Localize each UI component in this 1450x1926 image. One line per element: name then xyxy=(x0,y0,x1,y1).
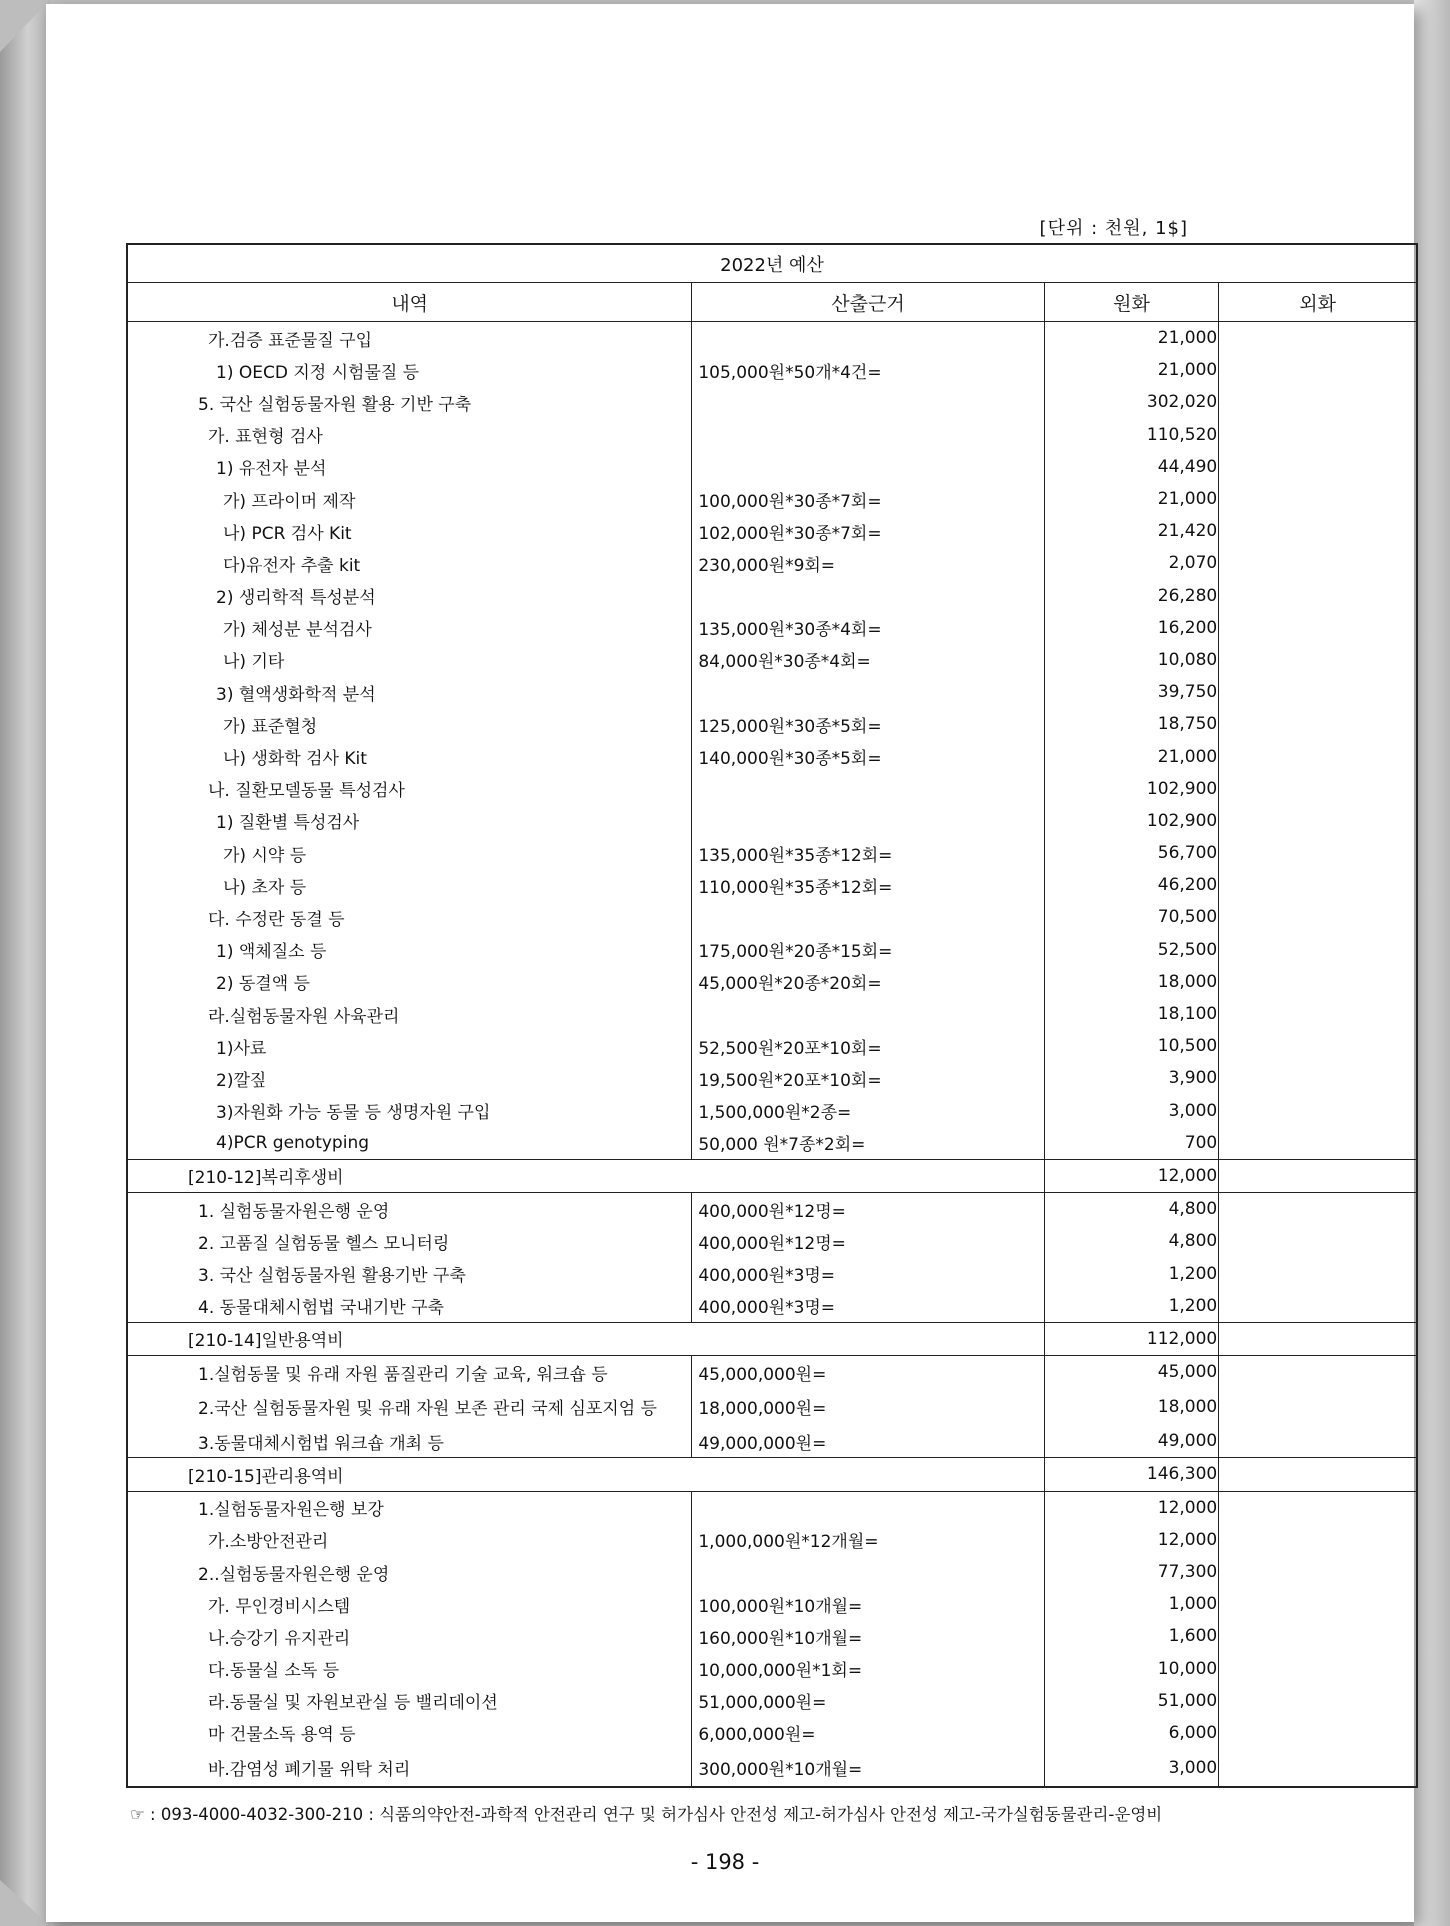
row-won: 49,000 xyxy=(1044,1425,1219,1458)
row-won: 21,420 xyxy=(1044,515,1219,547)
row-won: 102,900 xyxy=(1044,773,1219,805)
table-row xyxy=(127,1620,1417,1652)
row-foreign xyxy=(1219,1685,1417,1717)
row-foreign xyxy=(1219,580,1417,612)
row-foreign xyxy=(1219,1159,1417,1192)
row-foreign xyxy=(1219,934,1417,966)
row-basis: 400,000원*12명= xyxy=(692,1225,1044,1257)
row-desc: [210-12]복리후생비 xyxy=(127,1159,1044,1192)
section-row xyxy=(127,1322,1417,1355)
table-header-row xyxy=(127,283,1417,322)
row-desc: 가) 프라이머 제작 xyxy=(223,491,356,512)
table-row xyxy=(127,869,1417,901)
row-won: 12,000 xyxy=(1044,1524,1219,1556)
table-row xyxy=(127,1225,1417,1257)
row-won: 10,080 xyxy=(1044,644,1219,676)
row-desc: 나) PCR 검사 Kit xyxy=(223,523,352,544)
table-row xyxy=(127,1193,1417,1226)
table-row xyxy=(127,386,1417,418)
table-row xyxy=(127,644,1417,676)
row-won: 51,000 xyxy=(1044,1685,1219,1717)
row-won: 302,020 xyxy=(1044,386,1219,418)
row-foreign xyxy=(1219,773,1417,805)
table-row xyxy=(127,1257,1417,1289)
row-won: 6,000 xyxy=(1044,1717,1219,1749)
row-desc: 가) 체성분 분석검사 xyxy=(223,620,372,641)
row-desc: 2)깔짚 xyxy=(216,1070,267,1091)
row-won: 46,200 xyxy=(1044,869,1219,901)
row-basis: 19,500원*20포*10회= xyxy=(692,1062,1044,1094)
row-basis xyxy=(692,580,1044,612)
row-foreign xyxy=(1219,354,1417,386)
row-desc: 가.검증 표준물질 구입 xyxy=(208,330,373,351)
table-row xyxy=(127,483,1417,515)
row-won: 12,000 xyxy=(1044,1491,1219,1524)
row-desc: 1. 실험동물자원은행 운영 xyxy=(127,1193,692,1226)
table-row xyxy=(127,1425,1417,1458)
row-desc: 라.실험동물자원 사육관리 xyxy=(208,1006,400,1027)
row-foreign xyxy=(1219,1095,1417,1127)
row-desc: 3.동물대체시험법 워크숍 개최 등 xyxy=(198,1433,444,1454)
row-desc: [210-15]관리용역비 xyxy=(127,1458,1044,1491)
row-desc: 바.감염성 폐기물 위탁 처리 xyxy=(208,1760,411,1781)
row-won: 3,900 xyxy=(1044,1062,1219,1094)
row-won: 52,500 xyxy=(1044,934,1219,966)
row-won: 3,000 xyxy=(1044,1749,1219,1787)
row-basis: 125,000원*30종*5회= xyxy=(692,708,1044,740)
row-won: 16,200 xyxy=(1044,612,1219,644)
row-foreign xyxy=(1219,708,1417,740)
row-basis: 400,000원*12명= xyxy=(692,1193,1044,1226)
row-foreign xyxy=(1219,1458,1417,1491)
page-edge-shadow xyxy=(1414,0,1450,1926)
budget-table xyxy=(126,243,1418,1788)
row-foreign xyxy=(1219,1556,1417,1588)
row-desc: 2) 생리학적 특성분석 xyxy=(216,588,376,609)
row-foreign xyxy=(1219,1388,1417,1425)
header-desc: 내역 xyxy=(127,283,692,322)
table-title-row xyxy=(127,244,1417,283)
row-foreign xyxy=(1219,451,1417,483)
table-row xyxy=(127,805,1417,837)
row-foreign xyxy=(1219,1290,1417,1323)
row-foreign xyxy=(1219,966,1417,998)
table-row xyxy=(127,1062,1417,1094)
table-row xyxy=(127,708,1417,740)
row-foreign xyxy=(1219,1425,1417,1458)
row-won: 39,750 xyxy=(1044,676,1219,708)
row-won: 1,600 xyxy=(1044,1620,1219,1652)
row-desc: 2) 동결액 등 xyxy=(216,974,310,995)
row-basis: 45,000원*20종*20회= xyxy=(692,966,1044,998)
row-basis: 230,000원*9회= xyxy=(692,547,1044,579)
row-foreign xyxy=(1219,1356,1417,1389)
row-foreign xyxy=(1219,740,1417,772)
row-won: 10,000 xyxy=(1044,1653,1219,1685)
row-basis: 300,000원*10개월= xyxy=(692,1749,1044,1787)
row-basis: 110,000원*35종*12회= xyxy=(692,869,1044,901)
row-won: 102,900 xyxy=(1044,805,1219,837)
row-basis xyxy=(692,1556,1044,1588)
row-won: 44,490 xyxy=(1044,451,1219,483)
page-spine xyxy=(0,0,50,1926)
row-basis xyxy=(692,901,1044,933)
table-row xyxy=(127,1030,1417,1062)
row-desc: 3)자원화 가능 동물 등 생명자원 구입 xyxy=(216,1103,491,1124)
row-basis xyxy=(692,1491,1044,1524)
row-foreign xyxy=(1219,1491,1417,1524)
row-won: 4,800 xyxy=(1044,1193,1219,1226)
table-row xyxy=(127,547,1417,579)
table-row xyxy=(127,998,1417,1030)
row-foreign xyxy=(1219,1257,1417,1289)
table-row xyxy=(127,1127,1417,1160)
row-won: 112,000 xyxy=(1044,1322,1219,1355)
row-foreign xyxy=(1219,483,1417,515)
row-foreign xyxy=(1219,1225,1417,1257)
row-foreign xyxy=(1219,1322,1417,1355)
row-desc: 가.소방안전관리 xyxy=(208,1532,329,1553)
row-foreign xyxy=(1219,644,1417,676)
row-desc: 나. 질환모델동물 특성검사 xyxy=(208,781,405,802)
row-foreign xyxy=(1219,1588,1417,1620)
table-row xyxy=(127,1524,1417,1556)
table-row xyxy=(127,740,1417,772)
row-desc: 다.동물실 소독 등 xyxy=(208,1661,340,1682)
row-basis xyxy=(692,451,1044,483)
row-basis: 100,000원*10개월= xyxy=(692,1588,1044,1620)
row-won: 18,000 xyxy=(1044,966,1219,998)
row-foreign xyxy=(1219,837,1417,869)
table-row xyxy=(127,1685,1417,1717)
row-foreign xyxy=(1219,386,1417,418)
table-row xyxy=(127,1356,1417,1389)
row-foreign xyxy=(1219,1127,1417,1160)
row-foreign xyxy=(1219,1620,1417,1652)
row-basis: 400,000원*3명= xyxy=(692,1257,1044,1289)
row-won: 21,000 xyxy=(1044,322,1219,355)
row-won: 18,000 xyxy=(1044,1388,1219,1425)
row-won: 146,300 xyxy=(1044,1458,1219,1491)
row-basis: 175,000원*20종*15회= xyxy=(692,934,1044,966)
row-won: 21,000 xyxy=(1044,483,1219,515)
row-foreign xyxy=(1219,1193,1417,1226)
row-won: 1,200 xyxy=(1044,1257,1219,1289)
table-row xyxy=(127,354,1417,386)
row-desc: 1.실험동물자원은행 보강 xyxy=(127,1491,692,1524)
footnote: ☞ : 093-4000-4032-300-210 : 식품의약안전-과학적 안전관리 연구 및 허가심사 안전성 제고-허가심사 안전성 제고-국가실험동물관리-운영비 xyxy=(130,1805,1163,1824)
row-won: 18,750 xyxy=(1044,708,1219,740)
row-basis: 160,000원*10개월= xyxy=(692,1620,1044,1652)
row-foreign xyxy=(1219,1717,1417,1749)
table-row xyxy=(127,1717,1417,1749)
table-row xyxy=(127,934,1417,966)
table-row xyxy=(127,1653,1417,1685)
row-foreign xyxy=(1219,901,1417,933)
table-body xyxy=(127,322,1417,1788)
row-basis: 100,000원*30종*7회= xyxy=(692,483,1044,515)
row-basis xyxy=(692,676,1044,708)
row-basis: 50,000 원*7종*2회= xyxy=(692,1127,1044,1160)
table-row xyxy=(127,419,1417,451)
row-basis: 18,000,000원= xyxy=(692,1388,1044,1425)
table-row xyxy=(127,837,1417,869)
row-foreign xyxy=(1219,547,1417,579)
table-row xyxy=(127,1290,1417,1323)
table-row xyxy=(127,580,1417,612)
row-won: 45,000 xyxy=(1044,1356,1219,1389)
row-desc: 3. 국산 실험동물자원 활용기반 구축 xyxy=(198,1266,466,1287)
row-desc: [210-14]일반용역비 xyxy=(127,1322,1044,1355)
row-won: 18,100 xyxy=(1044,998,1219,1030)
row-desc: 1.실험동물 및 유래 자원 품질관리 기술 교육, 워크숍 등 xyxy=(127,1356,692,1389)
row-desc: 가. 표현형 검사 xyxy=(208,427,323,448)
row-basis: 51,000,000원= xyxy=(692,1685,1044,1717)
table-row xyxy=(127,773,1417,805)
table-row xyxy=(127,322,1417,355)
row-desc: 마 건물소독 용역 등 xyxy=(208,1725,356,1746)
row-basis: 10,000,000원*1회= xyxy=(692,1653,1044,1685)
row-desc: 1)사료 xyxy=(216,1038,267,1059)
row-basis xyxy=(692,322,1044,355)
row-basis: 105,000원*50개*4건= xyxy=(692,354,1044,386)
row-won: 26,280 xyxy=(1044,580,1219,612)
header-basis: 산출근거 xyxy=(692,283,1044,322)
row-basis: 102,000원*30종*7회= xyxy=(692,515,1044,547)
row-won: 21,000 xyxy=(1044,740,1219,772)
row-desc: 가) 시약 등 xyxy=(223,845,307,866)
table-row xyxy=(127,515,1417,547)
row-desc: 1) OECD 지정 시험물질 등 xyxy=(216,362,420,383)
row-basis: 1,500,000원*2종= xyxy=(692,1095,1044,1127)
header-won: 원화 xyxy=(1044,283,1219,322)
row-foreign xyxy=(1219,515,1417,547)
row-basis: 6,000,000원= xyxy=(692,1717,1044,1749)
row-basis: 52,500원*20포*10회= xyxy=(692,1030,1044,1062)
row-desc: 2.국산 실험동물자원 및 유래 자원 보존 관리 국제 심포지엄 등 xyxy=(198,1399,657,1420)
table-row xyxy=(127,1749,1417,1787)
row-desc: 5. 국산 실험동물자원 활용 기반 구축 xyxy=(198,394,472,415)
table-row xyxy=(127,901,1417,933)
table-row xyxy=(127,612,1417,644)
row-desc: 4)PCR genotyping xyxy=(216,1132,370,1153)
table-row xyxy=(127,1588,1417,1620)
table-row xyxy=(127,1388,1417,1425)
row-basis: 140,000원*30종*5회= xyxy=(692,740,1044,772)
row-won: 1,200 xyxy=(1044,1290,1219,1323)
row-won: 70,500 xyxy=(1044,901,1219,933)
table-row xyxy=(127,676,1417,708)
table-title: 2022년 예산 xyxy=(127,244,1417,283)
row-foreign xyxy=(1219,419,1417,451)
row-desc: 라.동물실 및 자원보관실 등 밸리데이션 xyxy=(208,1693,498,1714)
row-foreign xyxy=(1219,1062,1417,1094)
row-desc: 나.승강기 유지관리 xyxy=(208,1628,351,1649)
row-desc: 가. 무인경비시스템 xyxy=(208,1596,351,1617)
row-basis xyxy=(692,419,1044,451)
row-desc: 다. 수정란 동결 등 xyxy=(208,909,345,930)
row-basis xyxy=(692,998,1044,1030)
row-won: 77,300 xyxy=(1044,1556,1219,1588)
row-desc: 나) 기타 xyxy=(223,652,285,673)
row-foreign xyxy=(1219,612,1417,644)
row-desc: 1) 질환별 특성검사 xyxy=(216,813,360,834)
row-basis: 400,000원*3명= xyxy=(692,1290,1044,1323)
row-foreign xyxy=(1219,869,1417,901)
table-row xyxy=(127,1556,1417,1588)
header-foreign: 외화 xyxy=(1219,283,1417,322)
row-desc: 3) 혈액생화학적 분석 xyxy=(216,684,376,705)
row-won: 12,000 xyxy=(1044,1159,1219,1192)
row-desc: 가) 표준혈청 xyxy=(223,716,318,737)
row-desc: 2..실험동물자원은행 운영 xyxy=(198,1564,390,1585)
row-desc: 다)유전자 추출 kit xyxy=(223,555,361,576)
row-basis: 84,000원*30종*4회= xyxy=(692,644,1044,676)
page-number: - 198 - xyxy=(690,1850,760,1874)
row-won: 4,800 xyxy=(1044,1225,1219,1257)
row-won: 110,520 xyxy=(1044,419,1219,451)
row-desc: 나) 생화학 검사 Kit xyxy=(223,749,367,770)
row-desc: 1) 액체질소 등 xyxy=(216,942,327,963)
row-basis xyxy=(692,773,1044,805)
row-won: 700 xyxy=(1044,1127,1219,1160)
row-desc: 2. 고품질 실험동물 헬스 모니터링 xyxy=(198,1233,450,1254)
row-won: 3,000 xyxy=(1044,1095,1219,1127)
row-desc: 4. 동물대체시험법 국내기반 구축 xyxy=(198,1298,444,1319)
row-basis: 45,000,000원= xyxy=(692,1356,1044,1389)
row-foreign xyxy=(1219,322,1417,355)
row-won: 2,070 xyxy=(1044,547,1219,579)
section-row xyxy=(127,1458,1417,1491)
table-row xyxy=(127,966,1417,998)
row-won: 21,000 xyxy=(1044,354,1219,386)
table-row xyxy=(127,451,1417,483)
row-basis xyxy=(692,805,1044,837)
row-won: 56,700 xyxy=(1044,837,1219,869)
row-basis: 135,000원*35종*12회= xyxy=(692,837,1044,869)
row-foreign xyxy=(1219,805,1417,837)
row-basis xyxy=(692,386,1044,418)
section-row xyxy=(127,1159,1417,1192)
row-foreign xyxy=(1219,1030,1417,1062)
unit-label: [단위 : 천원, 1$] xyxy=(1039,218,1188,239)
row-desc: 나) 초자 등 xyxy=(223,877,307,898)
row-foreign xyxy=(1219,1524,1417,1556)
row-won: 10,500 xyxy=(1044,1030,1219,1062)
row-foreign xyxy=(1219,676,1417,708)
row-foreign xyxy=(1219,1749,1417,1787)
row-won: 1,000 xyxy=(1044,1588,1219,1620)
row-foreign xyxy=(1219,1653,1417,1685)
row-desc: 1) 유전자 분석 xyxy=(216,459,327,480)
row-basis: 135,000원*30종*4회= xyxy=(692,612,1044,644)
table-row xyxy=(127,1491,1417,1524)
row-foreign xyxy=(1219,998,1417,1030)
table-row xyxy=(127,1095,1417,1127)
row-basis: 1,000,000원*12개월= xyxy=(692,1524,1044,1556)
row-basis: 49,000,000원= xyxy=(692,1425,1044,1458)
